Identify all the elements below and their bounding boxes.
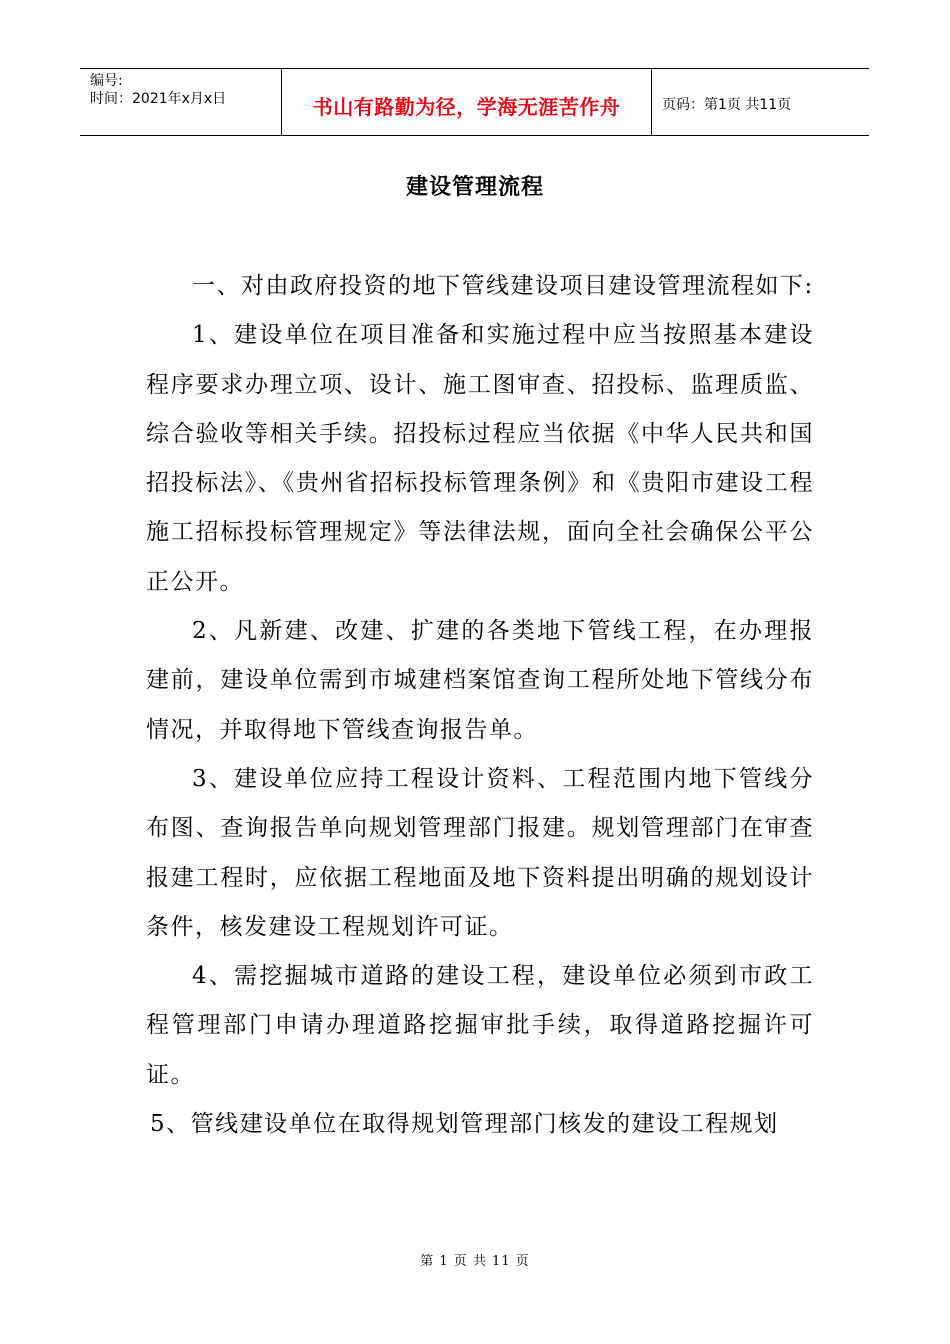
paragraph-item-3: 3、建设单位应持工程设计资料、工程范围内地下管线分布图、查询报告单向规划管理部门报建。规划管理部门在审查报建工程时，应依据工程地面及地下资料提出明确的规划设计条件，核发建设工程规划许可证。: [146, 765, 814, 940]
number-label: 编号:: [90, 73, 123, 89]
document-body: [146, 262, 814, 1149]
motto-text: 书山有路勤为径，学海无涯苦作舟: [312, 94, 621, 119]
paragraph-item-2: 2、凡新建、改建、扩建的各类地下管线工程，在办理报建前，建设单位需到市城建档案馆查询工程所处地下管线分布情况，并取得地下管线查询报告单。: [146, 618, 814, 743]
page-footer: 第 1 页 共 11 页: [420, 1254, 530, 1269]
header-table: [80, 68, 869, 136]
time-label: 时间：2021年x月x日: [90, 91, 227, 107]
page-info: 页码：第1页 共11页: [662, 97, 792, 113]
header-motto-cell: [282, 69, 652, 135]
header-page-cell: [652, 69, 869, 135]
paragraph-section-1: 一、对由政府投资的地下管线建设项目建设管理流程如下:: [192, 273, 814, 299]
paragraph-item-4: 4、需挖掘城市道路的建设工程，建设单位必须到市政工程管理部门申请办理道路挖掘审批手续，取得道路挖掘许可证。: [146, 963, 814, 1088]
paragraph-item-5: 5、管线建设单位在取得规划管理部门核发的建设工程规划: [150, 1111, 779, 1138]
paragraph-item-1: 1、建设单位在项目准备和实施过程中应当按照基本建设程序要求办理立项、设计、施工图审查、招投标、监理质监、综合验收等相关手续。招投标过程应当依据《中华人民共和国招投标法》、《贵州省招标投标管理条例》和《贵阳市建设工程施工招标投标管理规定》等法律法规，面向全社会确保公平公正公开。: [146, 322, 814, 595]
header-meta-cell: [80, 69, 282, 135]
document-title: 建设管理流程: [405, 175, 544, 200]
